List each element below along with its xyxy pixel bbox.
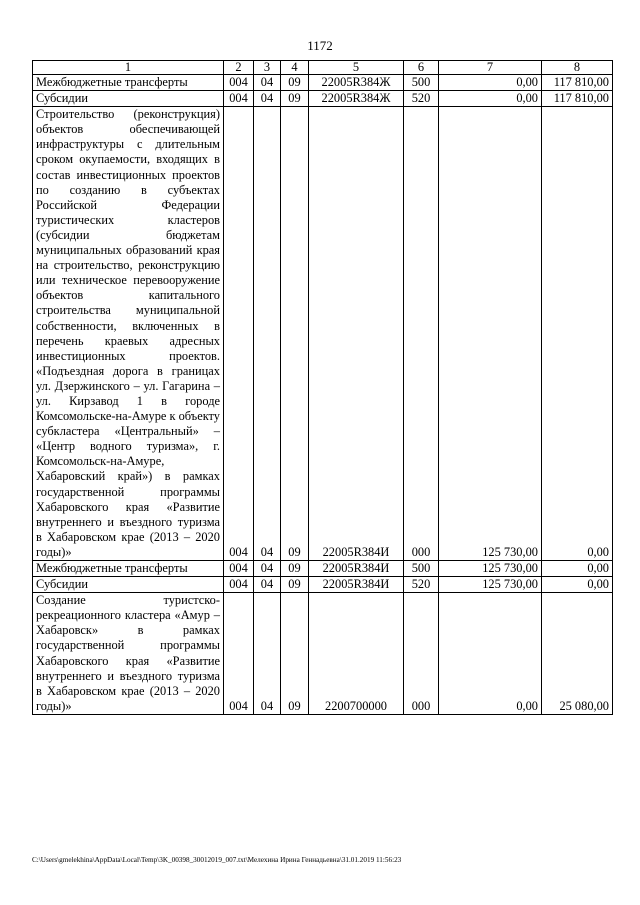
col-header-8: 8 xyxy=(542,61,613,75)
row-code-4: 09 xyxy=(281,561,309,577)
row-amount-7: 125 730,00 xyxy=(439,577,542,593)
row-code-4: 09 xyxy=(281,75,309,91)
row-code-4: 09 xyxy=(281,577,309,593)
row-code-3: 04 xyxy=(254,593,281,715)
row-description: Строительство (реконструкция) объектов обеспечивающей инфраструктуры с длительным сроком окупаемости, входящих в состав инвестиционных проектов по созданию в субъектах Российской Федерации туристических кластеров (субсидии бюджетам муниципальных образований края на строительство, реконструкцию или техническое перевооружение объектов капитального строительства муниципальной собственности, включенных в перечень краевых адресных инвестиционных проектов. «Подъездная дорога в границах ул. Дзержинского – ул. Гагарина – ул. Кирзавод 1 в городе Комсомольске-на-Амуре к объекту субкластера «Центральный» – «Центр водного туризма», г. Комсомольск-на-Амуре, Хабаровский край») в рамках государственной программы Хабаровского края «Развитие внутреннего и въездного туризма в Хабаровском крае (2013 – 2020 годы)» xyxy=(33,107,224,561)
row-code-3: 04 xyxy=(254,107,281,561)
row-description: Субсидии xyxy=(33,577,224,593)
row-amount-8: 0,00 xyxy=(542,577,613,593)
row-code-6: 500 xyxy=(404,75,439,91)
row-amount-8: 25 080,00 xyxy=(542,593,613,715)
col-header-5: 5 xyxy=(309,61,404,75)
table-row xyxy=(33,593,613,715)
row-code-4: 09 xyxy=(281,107,309,561)
row-code-2: 004 xyxy=(224,577,254,593)
row-amount-8: 117 810,00 xyxy=(542,91,613,107)
row-code-4: 09 xyxy=(281,593,309,715)
row-code-3: 04 xyxy=(254,577,281,593)
row-amount-7: 125 730,00 xyxy=(439,561,542,577)
row-amount-8: 0,00 xyxy=(542,107,613,561)
row-code-3: 04 xyxy=(254,75,281,91)
row-code-2: 004 xyxy=(224,107,254,561)
row-amount-7: 0,00 xyxy=(439,91,542,107)
budget-table xyxy=(32,60,613,715)
row-code-6: 000 xyxy=(404,593,439,715)
col-header-3: 3 xyxy=(254,61,281,75)
col-header-1: 1 xyxy=(33,61,224,75)
table-row xyxy=(33,75,613,91)
table-row xyxy=(33,107,613,561)
col-header-7: 7 xyxy=(439,61,542,75)
row-code-3: 04 xyxy=(254,91,281,107)
row-amount-8: 117 810,00 xyxy=(542,75,613,91)
row-code-3: 04 xyxy=(254,561,281,577)
row-code-6: 000 xyxy=(404,107,439,561)
table-row xyxy=(33,577,613,593)
row-code-2: 004 xyxy=(224,561,254,577)
row-code-5: 22005R384Ж xyxy=(309,91,404,107)
row-code-2: 004 xyxy=(224,91,254,107)
row-code-4: 09 xyxy=(281,91,309,107)
row-description: Межбюджетные трансферты xyxy=(33,561,224,577)
page-number: 1172 xyxy=(307,38,333,53)
row-amount-8: 0,00 xyxy=(542,561,613,577)
row-amount-7: 0,00 xyxy=(439,593,542,715)
row-code-2: 004 xyxy=(224,593,254,715)
row-code-2: 004 xyxy=(224,75,254,91)
table-row xyxy=(33,91,613,107)
col-header-6: 6 xyxy=(404,61,439,75)
row-code-5: 2200700000 xyxy=(309,593,404,715)
col-header-2: 2 xyxy=(224,61,254,75)
row-code-5: 22005R384Ж xyxy=(309,75,404,91)
row-amount-7: 0,00 xyxy=(439,75,542,91)
row-amount-7: 125 730,00 xyxy=(439,107,542,561)
row-code-5: 22005R384И xyxy=(309,577,404,593)
table-row xyxy=(33,561,613,577)
row-code-5: 22005R384И xyxy=(309,561,404,577)
row-description: Субсидии xyxy=(33,91,224,107)
row-code-5: 22005R384И xyxy=(309,107,404,561)
row-code-6: 500 xyxy=(404,561,439,577)
row-code-6: 520 xyxy=(404,577,439,593)
header-row xyxy=(33,61,613,75)
row-description: Межбюджетные трансферты xyxy=(33,75,224,91)
row-code-6: 520 xyxy=(404,91,439,107)
col-header-4: 4 xyxy=(281,61,309,75)
file-path-footer: C:\Users\gmelekhina\AppData\Local\Temp\3K_00398_30012019_007.txt\Мелехина Ирина Геннадьевна\31.01.2019 11:56:23 xyxy=(32,856,402,864)
row-description: Создание туристско-рекреационного кластера «Амур – Хабаровск» в рамках государственной программы Хабаровского края «Развитие внутреннего и въездного туризма в Хабаровском крае (2013 – 2020 годы)» xyxy=(33,593,224,715)
